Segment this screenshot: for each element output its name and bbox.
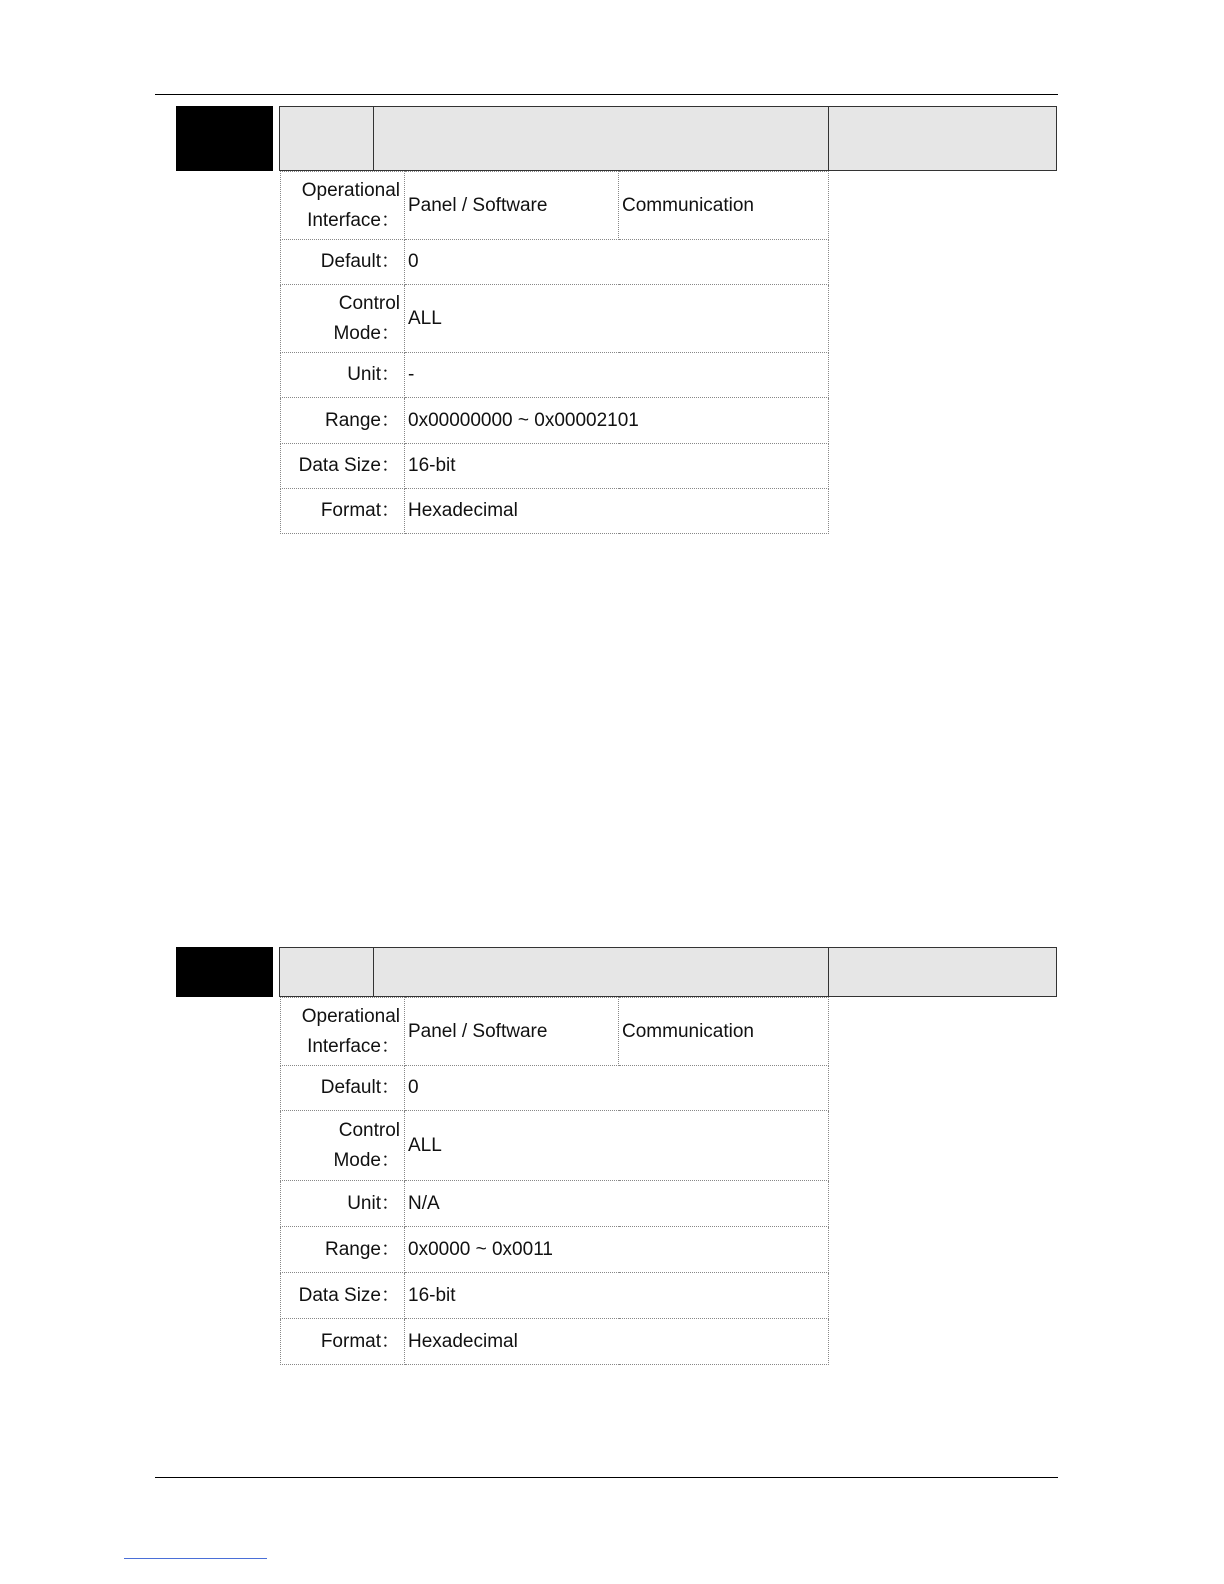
- control-mode-label: Control Mode：: [281, 285, 405, 353]
- table-row: [281, 1273, 829, 1319]
- format-value: Hexadecimal: [405, 1319, 829, 1365]
- data-size-value: 16-bit: [405, 1273, 829, 1319]
- table-row: [281, 1181, 829, 1227]
- default-label: Default：: [281, 240, 405, 285]
- interface-option-panel: Panel / Software: [405, 998, 619, 1066]
- table-row: [281, 1066, 829, 1111]
- interface-option-communication: Communication: [619, 172, 829, 240]
- control-mode-value: ALL: [405, 285, 829, 353]
- table-row: [281, 285, 829, 353]
- parameter-code-box: [176, 106, 273, 171]
- unit-value: -: [405, 353, 829, 398]
- table-row: [281, 1111, 829, 1181]
- control-mode-value: ALL: [405, 1111, 829, 1181]
- range-label: Range：: [281, 398, 405, 444]
- format-value: Hexadecimal: [405, 489, 829, 534]
- default-value: 0: [405, 240, 829, 285]
- unit-value: N/A: [405, 1181, 829, 1227]
- table-row: [281, 240, 829, 285]
- operational-interface-label: Operational Interface：: [281, 172, 405, 240]
- data-size-value: 16-bit: [405, 444, 829, 489]
- table-row: [281, 353, 829, 398]
- format-label: Format：: [281, 1319, 405, 1365]
- table-row: [281, 172, 829, 240]
- unit-label: Unit：: [281, 353, 405, 398]
- parameter-header-row: [279, 106, 1057, 171]
- property-table: [280, 997, 829, 1365]
- default-value: 0: [405, 1066, 829, 1111]
- property-table: [280, 171, 829, 534]
- unit-label: Unit：: [281, 1181, 405, 1227]
- interface-option-panel: Panel / Software: [405, 172, 619, 240]
- table-row: [281, 1227, 829, 1273]
- default-label: Default：: [281, 1066, 405, 1111]
- control-mode-label: Control Mode：: [281, 1111, 405, 1181]
- format-label: Format：: [281, 489, 405, 534]
- header-cell-code: [280, 107, 374, 170]
- range-value: 0x00000000 ~ 0x00002101: [405, 398, 829, 444]
- parameter-code-box: [176, 947, 273, 997]
- footer-rule: [155, 1477, 1058, 1478]
- table-row: [281, 1319, 829, 1365]
- header-rule: [155, 94, 1058, 95]
- header-cell-code: [280, 948, 374, 996]
- table-row: [281, 398, 829, 444]
- header-cell-name: [374, 948, 829, 996]
- header-cell-name: [374, 107, 829, 170]
- data-size-label: Data Size：: [281, 444, 405, 489]
- table-row: [281, 444, 829, 489]
- interface-option-communication: Communication: [619, 998, 829, 1066]
- range-label: Range：: [281, 1227, 405, 1273]
- range-value: 0x0000 ~ 0x0011: [405, 1227, 829, 1273]
- header-cell-address: [829, 948, 1056, 996]
- header-cell-address: [829, 107, 1056, 170]
- table-row: [281, 489, 829, 534]
- table-row: [281, 998, 829, 1066]
- parameter-header-row: [279, 947, 1057, 997]
- data-size-label: Data Size：: [281, 1273, 405, 1319]
- operational-interface-label: Operational Interface：: [281, 998, 405, 1066]
- footer-link-underline[interactable]: [124, 1558, 267, 1559]
